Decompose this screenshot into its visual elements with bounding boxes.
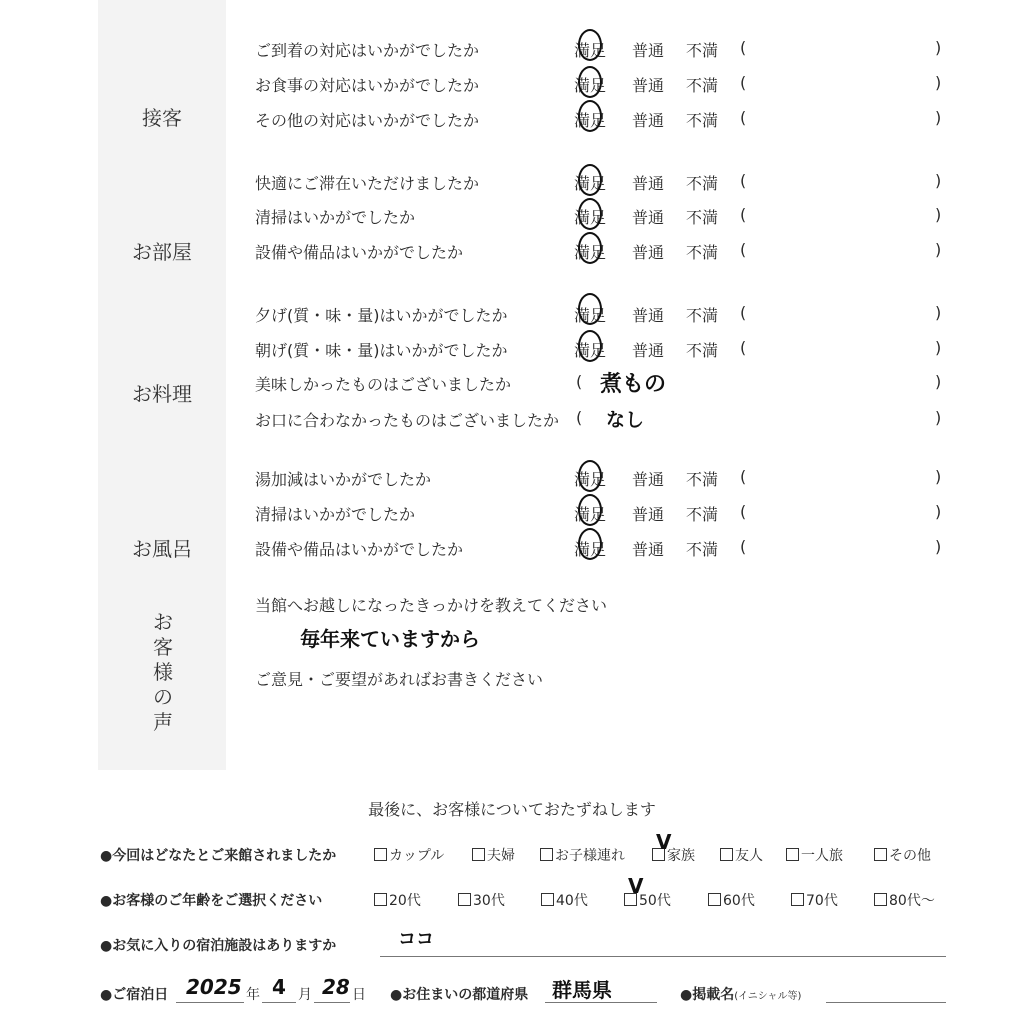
question-row: 清掃はいかがでしたか 満足 普通 不満 ( ) xyxy=(255,502,942,524)
question-row: 朝げ(質・味・量)はいかがでしたか 満足 普通 不満 ( ) xyxy=(255,338,942,360)
category-voice: お 客 様 の 声 xyxy=(153,610,173,734)
reason-answer: 毎年来ていますから xyxy=(300,627,480,651)
option-normal[interactable]: 普通 xyxy=(632,341,665,360)
checkbox[interactable] xyxy=(874,848,887,861)
selection-circle xyxy=(578,164,602,196)
answer-line xyxy=(262,1002,296,1003)
option-normal[interactable]: 普通 xyxy=(632,243,665,262)
question-row: 設備や備品はいかがでしたか 満足 普通 不満 ( ) xyxy=(255,240,942,262)
checkbox[interactable] xyxy=(708,893,721,906)
option-normal[interactable]: 普通 xyxy=(632,76,665,95)
stay-date-row xyxy=(100,984,168,1008)
age-question: ●お客様のご年齢をご選択ください xyxy=(100,893,323,909)
age-option[interactable]: 20代 xyxy=(374,890,421,910)
option-normal[interactable]: 普通 xyxy=(632,111,665,130)
day-unit: 日 xyxy=(352,987,366,1003)
checkbox[interactable] xyxy=(874,893,887,906)
prefecture-answer: 群馬県 xyxy=(552,978,612,1002)
option-satisfied[interactable]: 満足 xyxy=(574,540,607,559)
stay-date-label: ●ご宿泊日 xyxy=(100,987,169,1003)
answer-line xyxy=(380,956,946,957)
companion-row xyxy=(100,845,336,869)
option-dissatisfied[interactable]: 不満 xyxy=(686,41,719,60)
question-row: 清掃はいかがでしたか 満足 普通 不満 ( ) xyxy=(255,205,942,227)
age-option[interactable]: 60代 xyxy=(708,890,755,910)
question-row: 夕げ(質・味・量)はいかがでしたか 満足 普通 不満 ( ) xyxy=(255,303,942,325)
question-row: その他の対応はいかがでしたか 満足 普通 不満 ( ) xyxy=(255,108,942,130)
selection-circle xyxy=(578,232,602,264)
checkbox[interactable] xyxy=(458,893,471,906)
handwritten-answer: 煮もの xyxy=(600,372,667,397)
option-satisfied[interactable]: 満足 xyxy=(574,41,607,60)
companion-option[interactable]: その他 xyxy=(874,845,931,865)
option-satisfied[interactable]: 満足 xyxy=(574,341,607,360)
option-satisfied[interactable]: 満足 xyxy=(574,208,607,227)
companion-option[interactable]: 友人 xyxy=(720,845,763,865)
selection-circle xyxy=(578,293,602,325)
option-dissatisfied[interactable]: 不満 xyxy=(686,306,719,325)
option-satisfied[interactable]: 満足 xyxy=(574,243,607,262)
companion-option[interactable]: 一人旅 xyxy=(786,845,843,865)
question-row: 湯加減はいかがでしたか 満足 普通 不満 ( ) xyxy=(255,467,942,489)
question-row: お口に合わなかったものはございましたか ( ) xyxy=(255,408,942,430)
option-dissatisfied[interactable]: 不満 xyxy=(686,111,719,130)
selection-circle xyxy=(578,528,602,560)
companion-question: ●今回はどなたとご来館されましたか xyxy=(100,848,337,864)
age-option[interactable]: 80代〜 xyxy=(874,890,935,910)
year-unit: 年 xyxy=(246,987,260,1003)
favorite-question: ●お気に入りの宿泊施設はありますか xyxy=(100,938,337,954)
answer-line xyxy=(545,1002,657,1003)
category-room: お部屋 xyxy=(132,240,192,264)
companion-option[interactable]: 夫婦 xyxy=(472,845,515,865)
option-satisfied[interactable]: 満足 xyxy=(574,470,607,489)
selection-circle xyxy=(578,66,602,98)
option-satisfied[interactable]: 満足 xyxy=(574,306,607,325)
stay-year: 2025 xyxy=(186,975,242,999)
checkbox[interactable] xyxy=(720,848,733,861)
question-row: お食事の対応はいかがでしたか 満足 普通 不満 ( ) xyxy=(255,73,942,95)
option-satisfied[interactable]: 満足 xyxy=(574,174,607,193)
category-service: 接客 xyxy=(142,106,182,130)
month-unit: 月 xyxy=(298,987,312,1003)
option-dissatisfied[interactable]: 不満 xyxy=(686,540,719,559)
age-option[interactable]: 70代 xyxy=(791,890,838,910)
checkbox[interactable] xyxy=(541,893,554,906)
checkbox[interactable] xyxy=(791,893,804,906)
option-normal[interactable]: 普通 xyxy=(632,505,665,524)
selection-circle xyxy=(578,330,602,362)
selection-circle xyxy=(578,198,602,230)
option-normal[interactable]: 普通 xyxy=(632,174,665,193)
question-row: ご到着の対応はいかがでしたか 満足 普通 不満 ( ) xyxy=(255,38,942,60)
check-mark: V xyxy=(628,874,644,898)
option-dissatisfied[interactable]: 不満 xyxy=(686,174,719,193)
option-normal[interactable]: 普通 xyxy=(632,306,665,325)
publish-name-label: ●掲載名 xyxy=(680,987,735,1003)
option-dissatisfied[interactable]: 不満 xyxy=(686,76,719,95)
checkbox[interactable] xyxy=(540,848,553,861)
option-dissatisfied[interactable]: 不満 xyxy=(686,243,719,262)
option-satisfied[interactable]: 満足 xyxy=(574,111,607,130)
favorite-answer: ココ xyxy=(398,929,434,950)
prefecture-label: ●お住まいの都道府県 xyxy=(390,987,529,1003)
reason-question: 当館へお越しになったきっかけを教えてください xyxy=(255,596,608,615)
age-option[interactable]: 30代 xyxy=(458,890,505,910)
option-satisfied[interactable]: 満足 xyxy=(574,505,607,524)
age-row xyxy=(100,890,322,914)
prefecture-row xyxy=(390,984,528,1008)
selection-circle xyxy=(578,29,602,61)
question-row: 快適にご滞在いただけましたか 満足 普通 不満 ( ) xyxy=(255,171,942,193)
option-satisfied[interactable]: 満足 xyxy=(574,76,607,95)
selection-circle xyxy=(578,100,602,132)
age-option-selected[interactable]: 50代 xyxy=(624,890,671,910)
age-option[interactable]: 40代 xyxy=(541,890,588,910)
option-normal[interactable]: 普通 xyxy=(632,470,665,489)
checkbox[interactable] xyxy=(472,848,485,861)
question-row: 設備や備品はいかがでしたか 満足 普通 不満 ( ) xyxy=(255,537,942,559)
publish-name-note: (イニシャル等) xyxy=(734,991,802,1002)
stay-month: 4 xyxy=(272,975,286,999)
answer-line xyxy=(314,1002,350,1003)
category-bath: お風呂 xyxy=(132,537,192,561)
option-dissatisfied[interactable]: 不満 xyxy=(686,470,719,489)
option-normal[interactable]: 普通 xyxy=(632,41,665,60)
publish-name-row xyxy=(680,984,801,1008)
companion-option-selected[interactable]: 家族 xyxy=(652,845,695,865)
question-row: 美味しかったものはございましたか ( ) xyxy=(255,372,942,394)
option-normal[interactable]: 普通 xyxy=(632,208,665,227)
opinion-question: ご意見・ご要望があればお書きください xyxy=(255,670,544,689)
stay-day: 28 xyxy=(322,975,350,999)
handwritten-answer: なし xyxy=(606,409,645,431)
option-normal[interactable]: 普通 xyxy=(632,540,665,559)
option-dissatisfied[interactable]: 不満 xyxy=(686,505,719,524)
selection-circle xyxy=(578,460,602,492)
answer-line xyxy=(176,1002,244,1003)
companion-option[interactable]: お子様連れ xyxy=(540,845,625,865)
checkbox[interactable] xyxy=(374,893,387,906)
option-dissatisfied[interactable]: 不満 xyxy=(686,208,719,227)
checkbox[interactable] xyxy=(786,848,799,861)
selection-circle xyxy=(578,494,602,526)
option-dissatisfied[interactable]: 不満 xyxy=(686,341,719,360)
check-mark: V xyxy=(656,830,672,854)
customer-section-title: 最後に、お客様についておたずねします xyxy=(368,800,656,819)
checkbox[interactable] xyxy=(374,848,387,861)
companion-option[interactable]: カップル xyxy=(374,845,444,865)
favorite-row xyxy=(100,935,336,959)
publish-name-field[interactable] xyxy=(826,1002,946,1003)
category-cuisine: お料理 xyxy=(132,382,192,406)
